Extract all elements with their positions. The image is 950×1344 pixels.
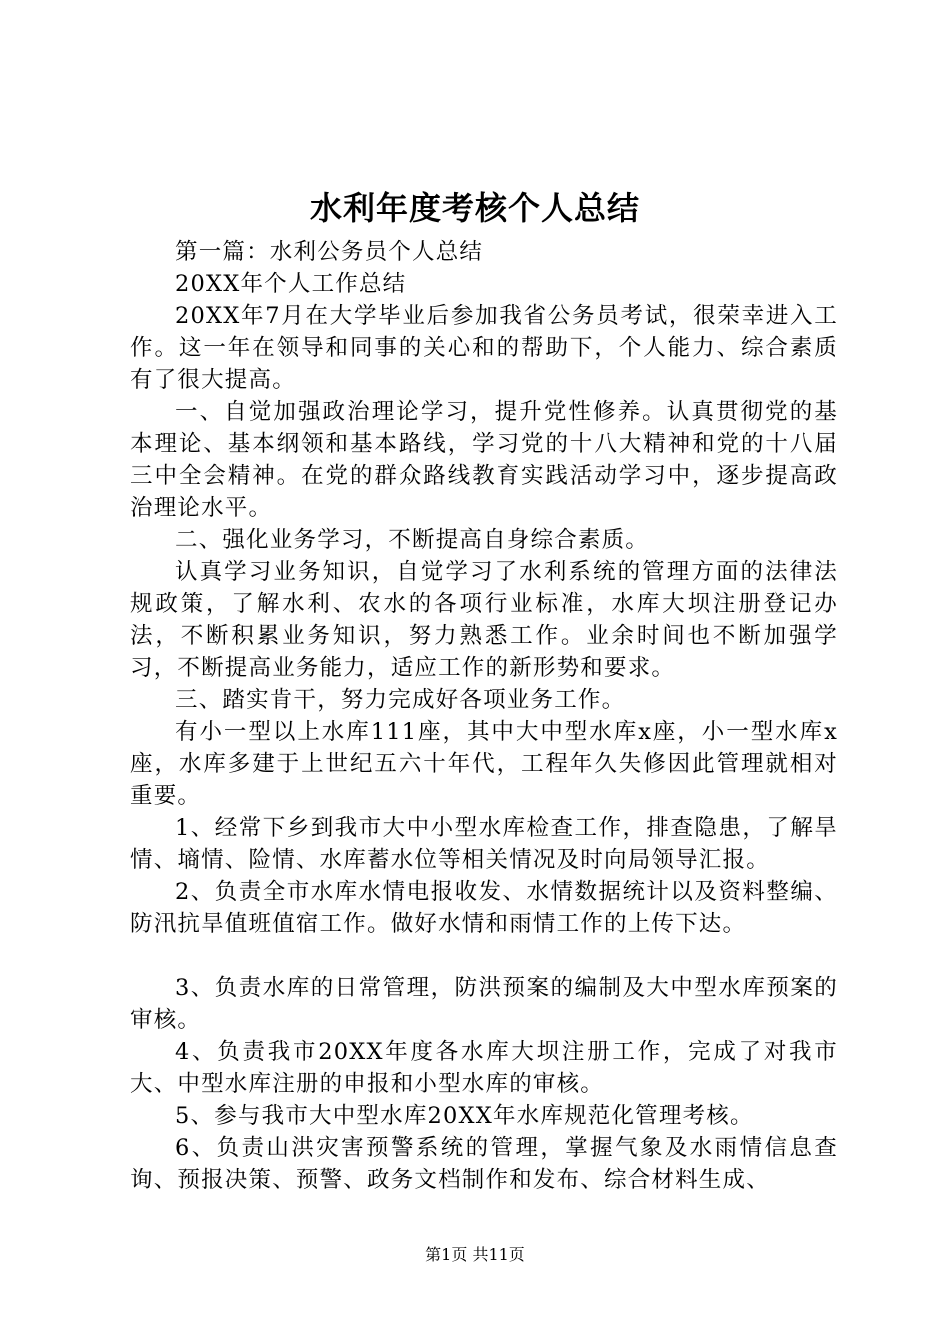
paragraph-6: 认真学习业务知识，自觉学习了水利系统的管理方面的法律法规政策，了解水利、农水的各项行业标准，水库大坝注册登记办法，不断积累业务知识，努力熟悉工作。业余时间也不断加强学习，不断提高业务能力，适应工作的新形势和要求。 — [130, 559, 838, 681]
paragraph-9: 1、经常下乡到我市大中小型水库检查工作，排查隐患，了解旱情、墒情、险情、水库蓄水位等相关情况及时向局领导汇报。 — [130, 815, 838, 873]
paragraph-7: 三、踏实肯干，努力完成好各项业务工作。 — [175, 687, 626, 713]
paragraph-4: 一、自觉加强政治理论学习，提升党性修养。认真贯彻党的基本理论、基本纲领和基本路线，学习党的十八大精神和党的十八届三中全会精神。在党的群众路线教育实践活动学习中，逐步提高政治理论水平。 — [130, 399, 838, 521]
page-footer — [0, 1244, 950, 1266]
paragraph-5: 二、强化业务学习，不断提高自身综合素质。 — [175, 527, 650, 553]
paragraph-8: 有小一型以上水库111座，其中大中型水库x座，小一型水库x座，水库多建于上世纪五六十年代，工程年久失修因此管理就相对重要。 — [130, 719, 838, 809]
document-body — [130, 236, 838, 1196]
paragraph-10: 2、负责全市水库水情电报收发、水情数据统计以及资料整编、防汛抗旱值班值宿工作。做好水情和雨情工作的上传下达。 — [130, 879, 838, 937]
paragraph-14: 6、负责山洪灾害预警系统的管理，掌握气象及水雨情信息查询、预报决策、预警、政务文档制作和发布、综合材料生成、 — [130, 1135, 838, 1193]
paragraph-2: 20XX年个人工作总结 — [175, 271, 407, 297]
paragraph-3: 20XX年7月在大学毕业后参加我省公务员考试，很荣幸进入工作。这一年在领导和同事的关心和的帮助下，个人能力、综合素质有了很大提高。 — [130, 303, 838, 393]
paragraph-11: 3、负责水库的日常管理，防洪预案的编制及大中型水库预案的审核。 — [130, 975, 838, 1033]
page-number: 第1页 共11页 — [425, 1245, 525, 1264]
paragraph-12: 4、负责我市20XX年度各水库大坝注册工作，完成了对我市大、中型水库注册的申报和小型水库的审核。 — [130, 1039, 838, 1097]
paragraph-1: 第一篇：水利公务员个人总结 — [175, 239, 484, 265]
paragraph-13: 5、参与我市大中型水库20XX年水库规范化管理考核。 — [175, 1103, 754, 1129]
document-title: 水利年度考核个人总结 — [309, 189, 640, 227]
